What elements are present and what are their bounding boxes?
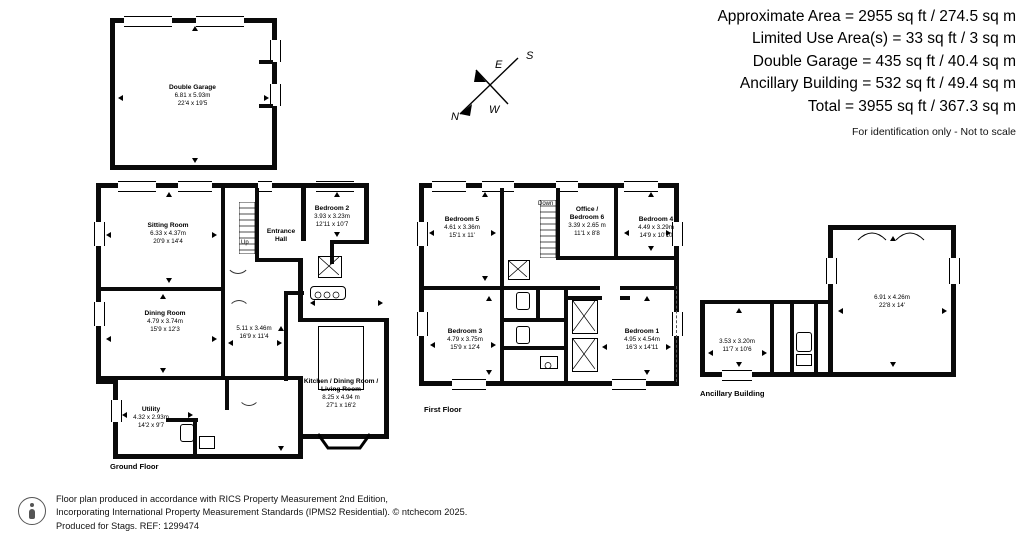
bedroom3-metric: 4.79 x 3.75m bbox=[447, 336, 483, 344]
first-window-left-2 bbox=[417, 312, 428, 336]
kitchen-name: Kitchen / Dining Room / bbox=[303, 378, 379, 385]
garage-arrow-left bbox=[118, 95, 123, 101]
office-imperial: 11'1 x 8'8 bbox=[574, 230, 600, 238]
area-line-ancillary: Ancillary Building = 532 sq ft / 49.4 sq m bbox=[739, 75, 1016, 93]
bedroom1-metric: 4.95 x 4.54m bbox=[624, 336, 660, 344]
bedroom4-metric: 4.49 x 3.29m bbox=[638, 224, 674, 232]
first-sink-icon bbox=[540, 356, 558, 369]
garage-room-metric: 6.81 x 5.93m bbox=[174, 92, 211, 100]
first-arrow-10 bbox=[666, 344, 671, 350]
sitting-room-metric: 6.33 x 4.37m bbox=[150, 230, 186, 238]
garage-room-label bbox=[145, 84, 240, 108]
ground-arrow-17 bbox=[278, 446, 284, 451]
ground-window-left-1 bbox=[94, 222, 105, 246]
utility-metric: 4.32 x 2.93m bbox=[133, 414, 169, 422]
dining-room-metric: 4.79 x 3.74m bbox=[147, 318, 183, 326]
ground-arrow-5 bbox=[106, 336, 111, 342]
bedroom4-name: Bedroom 4 bbox=[638, 216, 674, 223]
anc-wc-icon bbox=[796, 332, 812, 352]
area-line-approximate: Approximate Area = 2955 sq ft / 274.5 sq m bbox=[717, 8, 1016, 25]
footer-copyright: © ntchecom 2025. bbox=[392, 507, 468, 518]
utility-imperial: 14'2 x 9'7 bbox=[137, 421, 165, 429]
ground-wall-int-1 bbox=[101, 287, 225, 291]
ground-window-top-1 bbox=[118, 181, 156, 192]
ground-arrow-6 bbox=[212, 336, 217, 342]
utility-name: Utility bbox=[141, 406, 161, 413]
first-window-bottom-1 bbox=[452, 379, 486, 390]
bedroom3-label bbox=[428, 328, 502, 352]
sitting-room-imperial: 20'9 x 14'4 bbox=[153, 237, 183, 245]
kitchen-name2: Living Room bbox=[321, 386, 361, 394]
first-arrow-13 bbox=[624, 230, 629, 236]
garage-window-right-1 bbox=[270, 40, 281, 62]
anc-door-bottom bbox=[722, 370, 752, 381]
ground-arrow-11 bbox=[378, 300, 383, 306]
first-floor-title: First Floor bbox=[424, 405, 462, 414]
first-arrow-15 bbox=[648, 192, 654, 197]
ground-hatch-1 bbox=[318, 256, 342, 278]
compass-label-s: S bbox=[526, 50, 534, 62]
first-shower-icon-1 bbox=[572, 300, 598, 334]
first-wall-left bbox=[419, 183, 424, 386]
sitting-room-name: Sitting Room bbox=[147, 222, 189, 229]
first-wall-int-12 bbox=[618, 256, 676, 260]
garage-room-imperial: 22'4 x 19'5 bbox=[177, 99, 208, 107]
ground-arrow-14 bbox=[334, 232, 340, 237]
ground-bay-window bbox=[318, 432, 370, 452]
first-arrow-2 bbox=[491, 230, 496, 236]
anc-arrow-2 bbox=[942, 308, 947, 314]
ground-wall-int-3 bbox=[101, 376, 225, 380]
ground-wall-top-right bbox=[306, 183, 368, 188]
first-wall-int-2 bbox=[500, 188, 504, 290]
compass-label-n: N bbox=[451, 111, 459, 123]
footer-line-2: Incorporating International Property Measurement Standards (IPMS2 Residential). bbox=[56, 507, 390, 518]
anc-wall-right bbox=[951, 225, 956, 377]
bedroom2-imperial: 12'11 x 10'7 bbox=[315, 220, 349, 228]
first-arrow-6 bbox=[491, 342, 496, 348]
ground-arrow-18 bbox=[278, 326, 284, 331]
ground-arrow-9 bbox=[228, 340, 233, 346]
anc-main-imperial: 22'8 x 14' bbox=[878, 301, 906, 309]
anc-main-metric: 6.91 x 4.26m bbox=[874, 294, 910, 301]
bedroom1-imperial: 16'3 x 14'11 bbox=[625, 343, 659, 351]
area-line-total: Total = 3955 sq ft / 367.3 sq m bbox=[807, 97, 1016, 115]
first-window-top-2 bbox=[482, 181, 514, 192]
inner-hall-imperial: 16'9 x 11'4 bbox=[239, 332, 269, 340]
bedroom5-metric: 4.61 x 3.36m bbox=[444, 224, 480, 232]
bedroom2-metric: 3.93 x 3.23m bbox=[314, 213, 350, 221]
bedroom1-name: Bedroom 1 bbox=[624, 328, 660, 335]
ground-window-top-2 bbox=[178, 181, 212, 192]
bedroom5-label bbox=[424, 216, 500, 240]
ground-wall-bottom bbox=[113, 454, 303, 459]
dining-room-label bbox=[125, 310, 205, 334]
ground-door-arc-1 bbox=[226, 250, 250, 274]
garage-window-right-2 bbox=[270, 84, 281, 106]
first-window-top-4 bbox=[624, 181, 658, 192]
ground-arrow-3 bbox=[166, 192, 172, 197]
anc-wall-int-2 bbox=[790, 300, 794, 372]
garage-room-name: Double Garage bbox=[169, 84, 216, 91]
entrance-hall-name: Entrance bbox=[266, 228, 296, 235]
anc-main-label bbox=[852, 294, 932, 310]
ground-arrow-15 bbox=[122, 412, 127, 418]
first-arrow-4 bbox=[482, 276, 488, 281]
ground-arrow-10 bbox=[277, 340, 282, 346]
ground-wall-int-12 bbox=[225, 380, 229, 410]
ancillary-building-title: Ancillary Building bbox=[700, 389, 765, 398]
anc-arrow-3 bbox=[890, 236, 896, 241]
first-arrow-14 bbox=[666, 230, 671, 236]
ground-arrow-8 bbox=[160, 368, 166, 373]
inner-hall-label bbox=[222, 325, 286, 341]
anc-arrow-6 bbox=[762, 350, 767, 356]
anc-side-label bbox=[706, 338, 768, 354]
area-line-double-garage: Double Garage = 435 sq ft / 40.4 sq m bbox=[752, 52, 1016, 70]
anc-wall-int-3 bbox=[814, 300, 818, 372]
bedroom3-name: Bedroom 3 bbox=[447, 328, 483, 335]
anc-sink-icon bbox=[796, 354, 812, 366]
anc-wall-far-left bbox=[700, 300, 705, 377]
area-disclaimer: For identification only - Not to scale bbox=[852, 126, 1016, 139]
garage-arrow-down bbox=[192, 158, 198, 163]
ground-arrow-7 bbox=[160, 294, 166, 299]
ground-arrow-12 bbox=[310, 300, 315, 306]
first-stairs-down-label: Down bbox=[538, 201, 554, 207]
accessibility-icon bbox=[18, 497, 46, 525]
compass-rose bbox=[440, 42, 550, 132]
bedroom2-ground-label bbox=[292, 205, 372, 229]
dining-room-imperial: 15'9 x 12'3 bbox=[150, 325, 180, 333]
ground-window-top-3 bbox=[258, 181, 272, 192]
first-window-bottom-2 bbox=[612, 379, 646, 390]
ground-arrow-4 bbox=[166, 278, 172, 283]
bedroom5-name: Bedroom 5 bbox=[444, 216, 480, 223]
anc-arrow-8 bbox=[736, 362, 742, 367]
ground-wall-int-5 bbox=[255, 188, 259, 262]
ground-floor-title: Ground Floor bbox=[110, 462, 159, 471]
first-wall-int-13 bbox=[568, 286, 600, 290]
first-staircase bbox=[540, 200, 556, 258]
kitchen-metric: 8.25 x 4.94 m bbox=[322, 394, 360, 402]
anc-window-right bbox=[949, 258, 960, 284]
garage-arrow-right bbox=[264, 95, 269, 101]
first-arrow-1 bbox=[429, 230, 434, 236]
anc-arrow-4 bbox=[890, 362, 896, 367]
ground-door-arc-2 bbox=[228, 300, 250, 322]
ground-wall-nook-bottom bbox=[330, 240, 369, 244]
footer-line-1: Floor plan produced in accordance with RICS Property Measurement 2nd Edition, bbox=[56, 493, 388, 504]
first-shower-icon-2 bbox=[572, 338, 598, 372]
kitchen-label bbox=[296, 378, 386, 410]
first-arrow-11 bbox=[644, 296, 650, 301]
anc-arrow-1 bbox=[838, 308, 843, 314]
first-wall-int-7 bbox=[504, 286, 568, 290]
ground-wall-int-2 bbox=[221, 188, 225, 291]
inner-hall-metric: 5.11 x 3.46m bbox=[236, 325, 272, 332]
first-wc-icon-2 bbox=[516, 326, 530, 344]
entrance-hall-name2: Hall bbox=[274, 236, 288, 244]
ground-sink-icon bbox=[199, 436, 215, 449]
ground-arrow-16 bbox=[188, 412, 193, 418]
first-arrow-8 bbox=[486, 370, 492, 375]
first-arrow-16 bbox=[648, 246, 654, 251]
office-name2: Bedroom 6 bbox=[569, 214, 605, 222]
kitchen-imperial: 27'1 x 16'2 bbox=[326, 402, 356, 410]
utility-label bbox=[120, 406, 182, 430]
first-wall-int-6 bbox=[536, 286, 540, 322]
office-name: Office / bbox=[575, 206, 599, 213]
ground-window-left-2 bbox=[94, 302, 105, 326]
anc-arrow-5 bbox=[708, 350, 713, 356]
bedroom4-imperial: 14'9 x 10'10 bbox=[639, 231, 673, 239]
dining-room-name: Dining Room bbox=[144, 310, 186, 317]
first-arrow-9 bbox=[602, 344, 607, 350]
anc-window-left bbox=[826, 258, 837, 284]
ground-hob-icon bbox=[310, 286, 346, 300]
first-wall-int-5 bbox=[504, 346, 568, 350]
area-line-limited-use: Limited Use Area(s) = 33 sq ft / 3 sq m bbox=[751, 30, 1016, 48]
garage-pier-1 bbox=[259, 60, 273, 64]
first-arrow-5 bbox=[430, 342, 435, 348]
ground-wall-int-7 bbox=[225, 376, 303, 380]
bedroom4-label bbox=[620, 216, 692, 240]
first-arrow-12 bbox=[644, 370, 650, 375]
ground-stairs-up-label: Up bbox=[241, 240, 249, 246]
ground-wall-left bbox=[96, 183, 101, 384]
first-wall-int-8 bbox=[564, 286, 568, 382]
bedroom3-imperial: 15'9 x 12'4 bbox=[450, 343, 480, 351]
first-hatch-icon bbox=[508, 260, 530, 280]
first-arrow-3 bbox=[482, 192, 488, 197]
footer bbox=[18, 493, 467, 533]
bedroom2-name: Bedroom 2 bbox=[314, 205, 350, 212]
first-wc-icon-1 bbox=[516, 292, 530, 310]
compass-label-e: E bbox=[495, 59, 503, 71]
ground-arrow-2 bbox=[212, 232, 217, 238]
garage-pier-2 bbox=[259, 104, 273, 108]
anc-arrow-7 bbox=[736, 308, 742, 313]
ground-wall-int-6 bbox=[255, 258, 303, 262]
first-window-top-1 bbox=[432, 181, 466, 192]
first-wall-int-11 bbox=[556, 256, 618, 260]
garage-wall-bottom bbox=[110, 165, 277, 170]
anc-side-imperial: 11'7 x 10'6 bbox=[722, 345, 752, 353]
garage-door-left bbox=[124, 16, 172, 27]
first-wall-int-16 bbox=[620, 296, 630, 300]
first-wall-int-14 bbox=[620, 286, 676, 290]
garage-door-right bbox=[196, 16, 244, 27]
sitting-room-label bbox=[128, 222, 208, 246]
ground-arrow-13 bbox=[334, 192, 340, 197]
anc-wall-int-1 bbox=[770, 300, 774, 372]
bedroom5-imperial: 15'1 x 11' bbox=[449, 231, 475, 239]
first-wall-int-1 bbox=[424, 286, 504, 290]
entrance-hall-label bbox=[258, 228, 304, 244]
ground-arrow-1 bbox=[106, 232, 111, 238]
garage-arrow-up bbox=[192, 26, 198, 31]
footer-line-3: Produced for Stags. REF: 1299474 bbox=[56, 520, 200, 531]
anc-side-metric: 3.53 x 3.20m bbox=[719, 338, 755, 345]
first-arrow-7 bbox=[486, 296, 492, 301]
area-summary bbox=[717, 6, 1016, 141]
office-metric: 3.39 x 2.65 m bbox=[568, 222, 606, 230]
ground-door-arc-3 bbox=[238, 384, 260, 406]
ground-wall-kitchen-top bbox=[303, 318, 389, 322]
ground-staircase bbox=[239, 202, 255, 254]
ground-wc-icon bbox=[180, 424, 194, 442]
compass-label-w: W bbox=[489, 104, 500, 116]
footer-line-2-wrap bbox=[56, 506, 467, 519]
office-bedroom6-label bbox=[556, 206, 618, 238]
garage-wall-left bbox=[110, 18, 115, 170]
footer-text bbox=[56, 493, 467, 533]
